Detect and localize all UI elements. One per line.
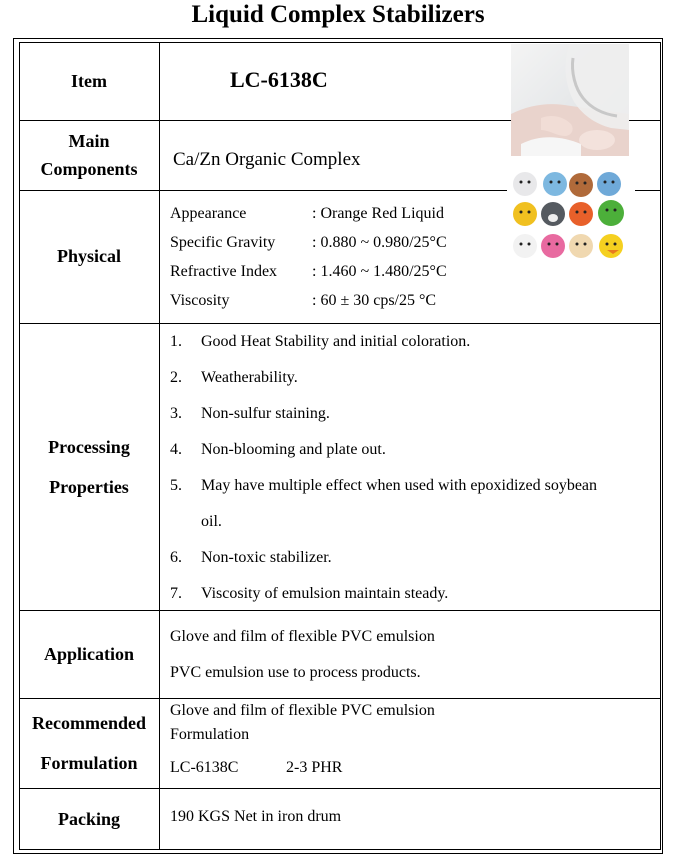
processing-item: 3. Non-sulfur staining. [170,405,330,422]
physical-prop-name: Refractive Index [170,263,278,280]
recommended-label-line2: Formulation [40,753,138,773]
physical-label: Physical [56,246,121,266]
application-label-cell [19,610,159,698]
processing-item: 1. Good Heat Stability and initial coloration. [170,333,471,350]
application-label: Application [43,643,135,664]
recommended-line1: Glove and film of flexible PVC emulsion [170,702,435,719]
processing-item: 5. May have multiple effect when used with epoxidized soybean [170,477,598,494]
physical-prop-value: : 1.460 ~ 1.480/25°C [312,263,447,280]
document-title: Liquid Complex Stabilizers [191,1,485,28]
application-line: PVC emulsion use to process products. [170,664,421,681]
processing-label-line2: Properties [49,476,129,497]
packing-label-cell [19,788,159,850]
application-line: Glove and film of flexible PVC emulsion [170,628,435,645]
recommended-label-cell [19,698,159,788]
processing-item-continuation: oil. [201,513,222,530]
main-components-label-line2: Components [40,159,138,179]
main-components-label-line1: Main [68,131,110,151]
vinyl-toys-photo [507,168,635,264]
processing-item: 6. Non-toxic stabilizer. [170,549,332,566]
packing-label: Packing [57,808,120,829]
processing-item: 2. Weatherability. [170,369,298,386]
physical-prop-name: Viscosity [170,292,230,309]
physical-label-cell [19,190,159,323]
main-components-value: Ca/Zn Organic Complex [173,149,361,170]
recommended-label-line1: Recommended [32,713,146,733]
recommended-line2: Formulation [170,726,250,743]
processing-label-cell [19,323,159,610]
gloves-photo [511,44,629,156]
item-value: LC-6138C [230,67,328,92]
physical-prop-value: : 60 ± 30 cps/25 °C [312,292,437,309]
recommended-product: LC-6138C [170,759,239,776]
physical-prop-name: Specific Gravity [170,234,276,251]
processing-item: 7. Viscosity of emulsion maintain steady. [170,585,449,602]
physical-prop-value: : 0.880 ~ 0.980/25°C [312,234,447,251]
recommended-dosage: 2-3 PHR [286,759,343,776]
processing-item: 4. Non-blooming and plate out. [170,441,386,458]
processing-label-line1: Processing [48,436,130,457]
physical-prop-value: : Orange Red Liquid [312,205,444,222]
column-divider [159,42,160,850]
main-components-label-cell [19,120,159,190]
item-label: Item [71,70,107,91]
physical-prop-name: Appearance [170,205,247,222]
item-label-cell [19,42,159,120]
packing-value: 190 KGS Net in iron drum [170,808,342,825]
